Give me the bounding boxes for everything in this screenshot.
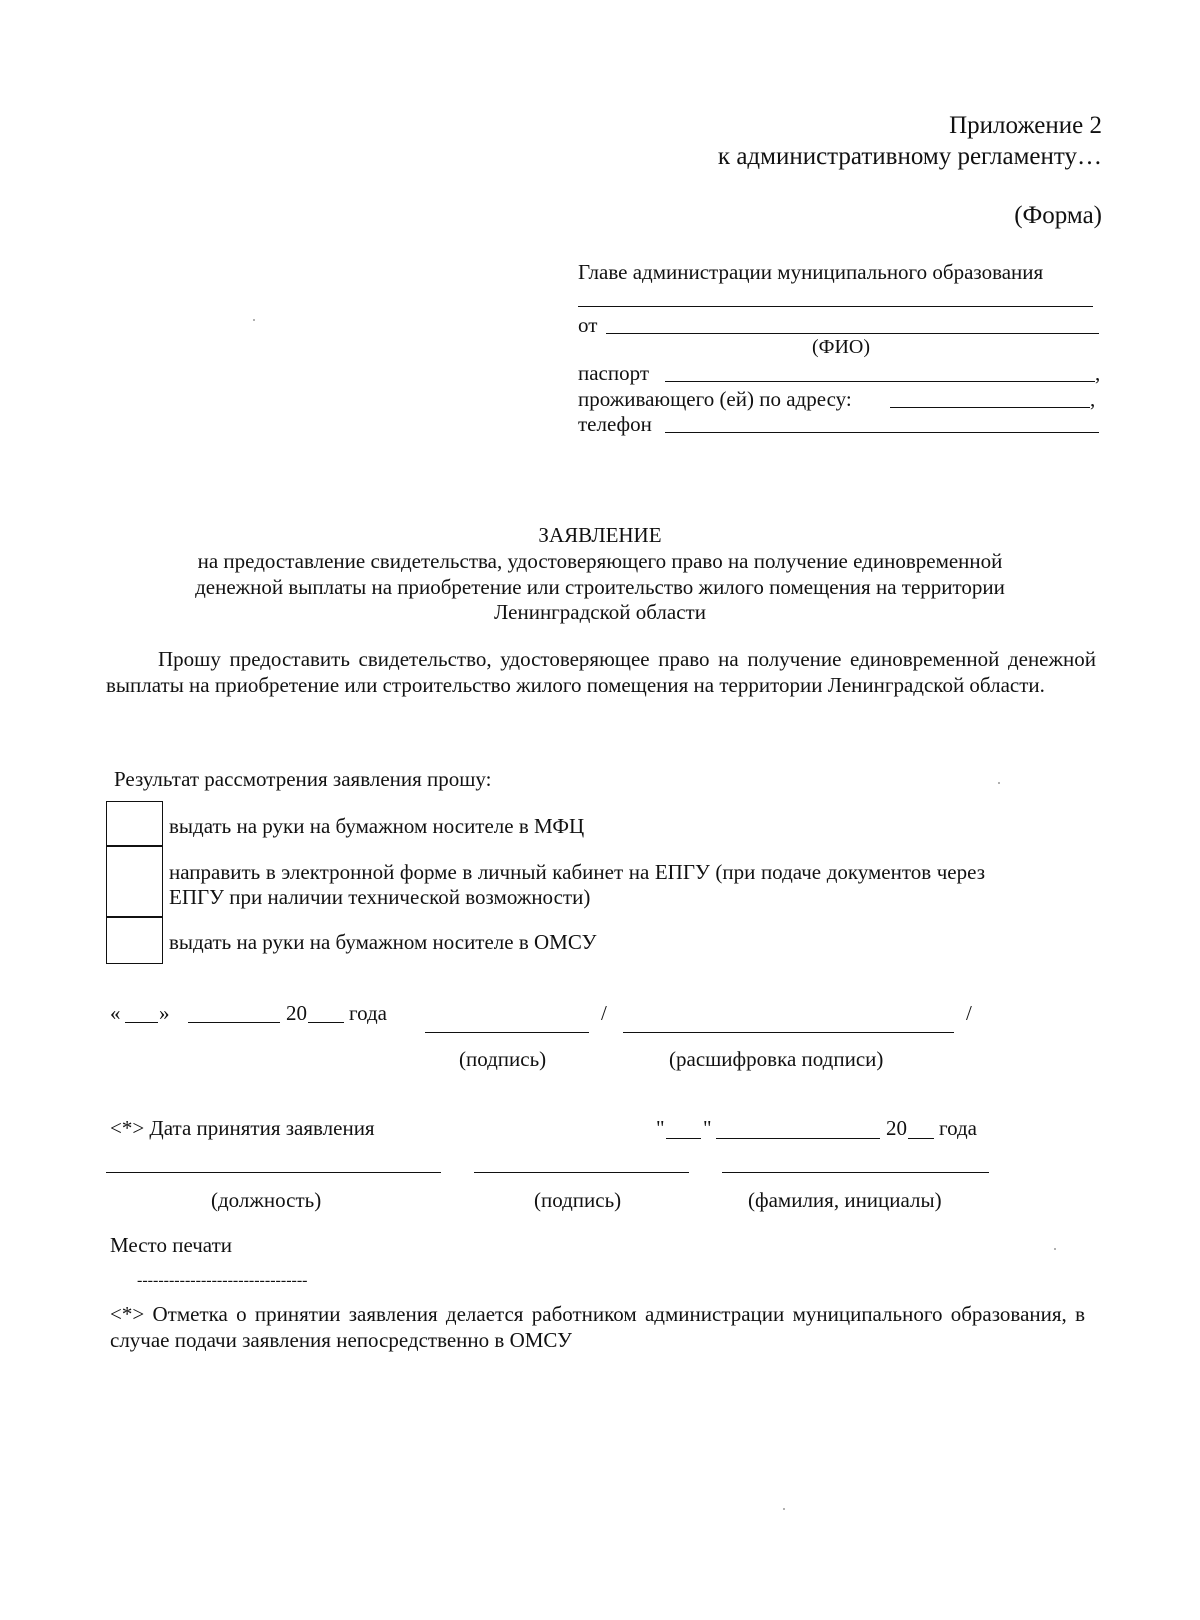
address-comma: ,	[1090, 387, 1096, 411]
regulation-reference: к административному регламенту…	[717, 143, 1102, 170]
position-caption: (должность)	[211, 1188, 322, 1212]
passport-comma: ,	[1095, 361, 1101, 385]
acceptance-signature-field[interactable]	[474, 1172, 689, 1173]
from-label: от	[578, 313, 598, 337]
option-epgu-checkbox[interactable]	[106, 845, 163, 918]
option-mfc-checkbox[interactable]	[106, 801, 163, 847]
acceptance-year-prefix: 20	[886, 1116, 907, 1140]
title-line-2: денежной выплаты на приобретение или строительство жилого помещения на территории	[195, 575, 1005, 599]
municipality-name-field[interactable]	[578, 306, 1093, 307]
acceptance-signature-caption: (подпись)	[534, 1188, 622, 1212]
option-omsu-checkbox[interactable]	[106, 916, 163, 964]
date-open-quote: «	[110, 1001, 121, 1025]
option-epgu-label: направить в электронной форме в личный кабинет на ЕПГУ (при подаче документов через ЕПГУ при наличии технической возможности)	[169, 860, 985, 909]
passport-label: паспорт	[578, 361, 650, 385]
fio-field[interactable]	[606, 333, 1099, 334]
acceptance-date-label: <*> Дата принятия заявления	[110, 1116, 375, 1140]
form-label: (Форма)	[1014, 202, 1102, 229]
appendix-number: Приложение 2	[949, 112, 1102, 139]
year-suffix: года	[349, 1001, 387, 1025]
date-close-quote: »	[159, 1001, 170, 1025]
year-prefix: 20	[286, 1001, 307, 1025]
footnote-text: <*> Отметка о принятии заявления делается работником администрации муниципального образования, в случае подачи заявления непосредственно в ОМСУ	[110, 1302, 1085, 1352]
scan-speck	[253, 319, 255, 321]
address-field[interactable]	[890, 407, 1090, 408]
signature-caption: (подпись)	[459, 1047, 547, 1071]
stamp-place-label: Место печати	[110, 1233, 233, 1257]
name-initials-field[interactable]	[722, 1172, 989, 1173]
phone-label: телефон	[578, 412, 652, 436]
scan-speck	[783, 1508, 785, 1510]
scan-speck	[998, 782, 1000, 784]
month-field[interactable]	[188, 1022, 280, 1023]
option-omsu-label: выдать на руки на бумажном носителе в ОМСУ	[169, 930, 597, 954]
title-line-1: на предоставление свидетельства, удостоверяющего право на получение единовременной	[197, 549, 1003, 573]
acceptance-open-quote: "	[656, 1116, 665, 1140]
addressee-heading: Главе администрации муниципального образования	[578, 260, 1044, 284]
acceptance-month-field[interactable]	[716, 1138, 880, 1139]
document-title: ЗАЯВЛЕНИЕ	[538, 523, 662, 547]
scan-speck	[1054, 1248, 1056, 1250]
day-field[interactable]	[125, 1022, 158, 1023]
fio-caption: (ФИО)	[812, 336, 871, 358]
name-caption: (фамилия, инициалы)	[748, 1188, 942, 1212]
phone-field[interactable]	[665, 432, 1099, 433]
footnote-separator: --------------------------------	[137, 1272, 308, 1289]
position-field[interactable]	[106, 1172, 441, 1173]
title-line-3: Ленинградской области	[494, 600, 706, 624]
decoding-caption: (расшифровка подписи)	[669, 1047, 884, 1071]
address-label: проживающего (ей) по адресу:	[578, 387, 852, 411]
request-paragraph: Прошу предоставить свидетельство, удостоверяющее право на получение единовременной денежной выплаты на приобретение или строительство жилого помещения на территории Ленинградской области.	[106, 647, 1096, 697]
acceptance-year-suffix: года	[939, 1116, 977, 1140]
acceptance-close-quote: "	[703, 1116, 712, 1140]
year-field[interactable]	[308, 1022, 344, 1023]
signature-field[interactable]	[425, 1032, 589, 1033]
acceptance-year-field[interactable]	[908, 1138, 934, 1139]
result-heading: Результат рассмотрения заявления прошу:	[114, 767, 492, 791]
passport-field[interactable]	[665, 381, 1095, 382]
signature-decoding-field[interactable]	[623, 1032, 954, 1033]
signature-slash-2: /	[966, 1001, 972, 1025]
acceptance-day-field[interactable]	[666, 1138, 701, 1139]
option-mfc-label: выдать на руки на бумажном носителе в МФЦ	[169, 814, 585, 838]
signature-slash-1: /	[601, 1001, 607, 1025]
